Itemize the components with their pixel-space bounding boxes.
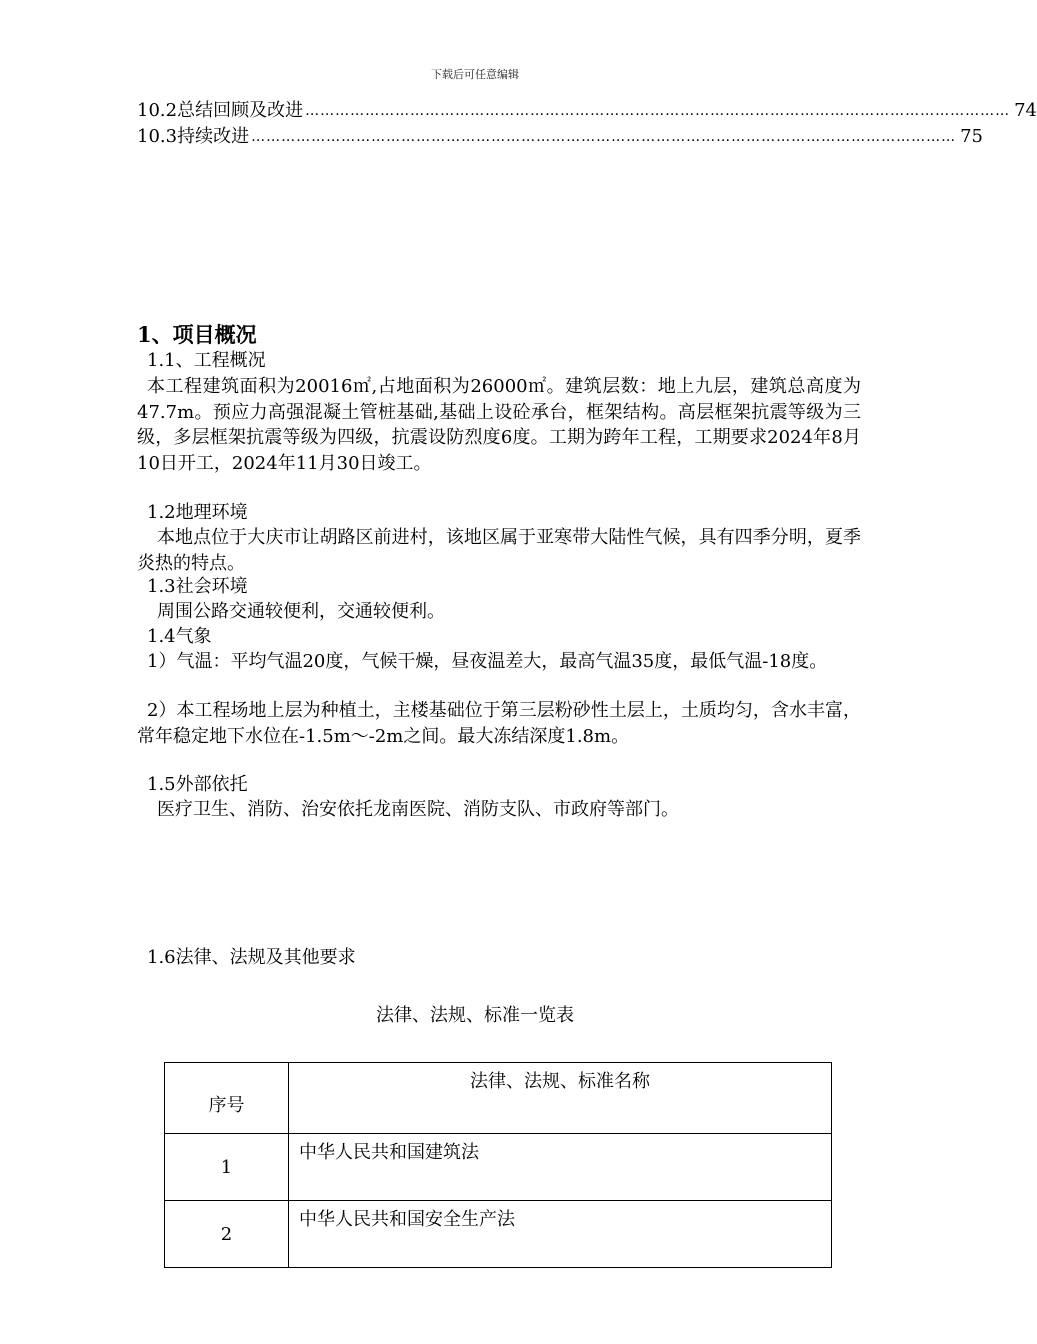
subsection-title: 1.5外部依托 (147, 774, 248, 795)
toc-entry[interactable] (137, 99, 1037, 123)
toc-entry[interactable] (137, 125, 983, 149)
toc-entry-title: 10.2总结回顾及改进 (137, 100, 304, 121)
table-row (165, 1134, 832, 1201)
paragraph: 本地点位于大庆市让胡路区前进村，该地区属于亚寒带大陆性气候，具有四季分明，夏季炎热的特点。 (137, 527, 861, 574)
paragraph: 医疗卫生、消防、治安依托龙南医院、消防支队、市政府等部门。 (157, 799, 679, 820)
toc-entry-title: 10.3持续改进 (137, 126, 250, 147)
table-caption: 法律、法规、标准一览表 (376, 1005, 574, 1026)
subsection-title: 1.6法律、法规及其他要求 (147, 947, 356, 968)
paragraph: 2）本工程场地上层为种植土，主楼基础位于第三层粉砂性土层上，土质均匀，含水丰富，常年稳定地下水位在-1.5m～-2m之间。最大冻结深度1.8m。 (137, 700, 861, 747)
page-header: 下载后可任意编辑 (431, 68, 519, 81)
column-header-name: 法律、法规、标准名称 (289, 1063, 832, 1134)
section-heading: 1、项目概况 (137, 322, 257, 347)
cell-num: 1 (165, 1134, 289, 1201)
paragraph: 1）气温：平均气温20度，气候干燥，昼夜温差大，最高气温35度，最低气温-18度。 (147, 651, 828, 672)
cell-num: 2 (165, 1201, 289, 1268)
subsection-title: 1.3社会环境 (147, 576, 248, 597)
toc-entry-page: 74 (1014, 100, 1037, 121)
table-header-row (165, 1063, 832, 1134)
toc-leader-dots: …………………………………………………………………………………………………………………………… (305, 103, 1011, 119)
cell-name: 中华人民共和国安全生产法 (289, 1201, 832, 1268)
subsection-title: 1.4气象 (147, 626, 212, 647)
paragraph: 本工程建筑面积为20016㎡,占地面积为26000㎡。建筑层数：地上九层，建筑总高度为47.7m。预应力高强混凝土管桩基础,基础上设砼承台，框架结构。高层框架抗震等级为三级，多层框架抗震等级为四级，抗震设防烈度6度。工期为跨年工程，工期要求2024年8月10日开工，2024年11月30日竣工。 (137, 376, 861, 474)
subsection-title: 1.2地理环境 (147, 502, 248, 523)
subsection-title: 1.1、工程概况 (147, 350, 266, 371)
table-row (165, 1201, 832, 1268)
toc-leader-dots: …………………………………………………………………………………………………………………………… (251, 129, 957, 145)
cell-name: 中华人民共和国建筑法 (289, 1134, 832, 1201)
column-header-num: 序号 (165, 1063, 289, 1134)
paragraph: 周围公路交通较便利，交通较便利。 (157, 601, 445, 622)
toc-entry-page: 75 (960, 126, 983, 147)
laws-table (164, 1062, 832, 1268)
